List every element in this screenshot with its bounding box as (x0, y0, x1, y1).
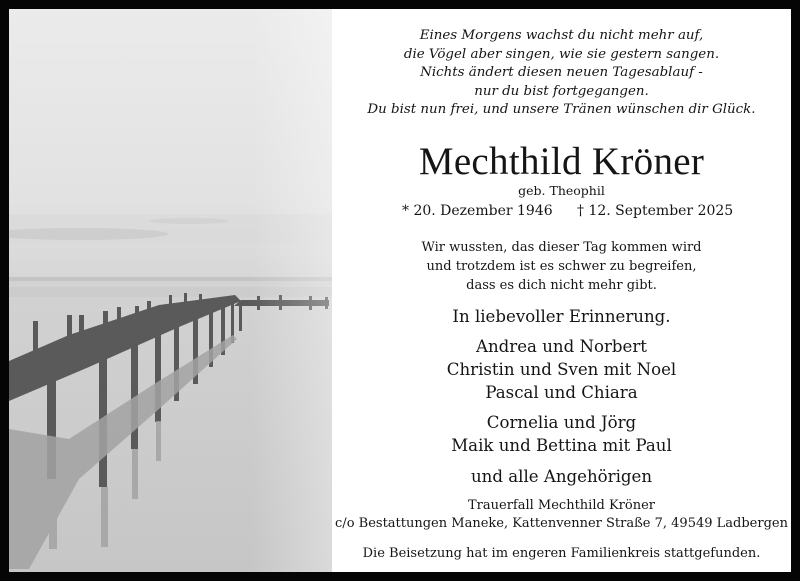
mourners (332, 305, 791, 488)
mourner: Cornelia und Jörg (486, 413, 637, 433)
pier-illustration (9, 9, 332, 572)
relatives-line: und alle Angehörigen (470, 466, 653, 486)
photo-fade (9, 9, 332, 572)
poem-line: Du bist nun frei, und unsere Tränen wünschen dir Glück. (367, 102, 756, 118)
death-date: † 12. September 2025 (577, 203, 734, 219)
birth-name: geb. Theophil (518, 183, 605, 198)
contact-address: c/o Bestattungen Maneke, Kattenvenner Straße 7, 49549 Ladbergen (335, 516, 788, 531)
mourner: Pascal und Chiara (485, 383, 638, 403)
verse-line: Wir wussten, das dieser Tag kommen wird (421, 240, 702, 255)
verse-line: und trotzdem ist es schwer zu begreifen, (426, 259, 697, 274)
poem (332, 27, 791, 120)
birth-date: * 20. Dezember 1946 (402, 203, 553, 219)
mourner: Maik und Bettina mit Paul (451, 436, 672, 456)
obituary-text (332, 9, 791, 572)
poem-line: Nichts ändert diesen neuen Tagesablauf - (420, 65, 703, 81)
poem-line: Eines Morgens wachst du nicht mehr auf, (419, 28, 704, 43)
pier-photo (9, 9, 332, 572)
contact-block (332, 497, 791, 563)
funeral-note: Die Beisetzung hat im engeren Familienkreis stattgefunden. (362, 546, 761, 561)
verse (332, 238, 791, 295)
poem-line: die Vögel aber singen, wie sie gestern sangen. (403, 46, 720, 62)
poem-line: nur du bist fortgegangen. (474, 83, 649, 99)
mourner: Christin und Sven mit Noel (446, 360, 677, 380)
deceased-name: Mechthild Kröner (418, 140, 705, 183)
verse-line: dass es dich nicht mehr gibt. (466, 278, 657, 293)
contact-line: Trauerfall Mechthild Kröner (468, 498, 655, 513)
memory-line: In liebevoller Erinnerung. (452, 307, 671, 326)
mourner: Andrea und Norbert (476, 337, 647, 357)
